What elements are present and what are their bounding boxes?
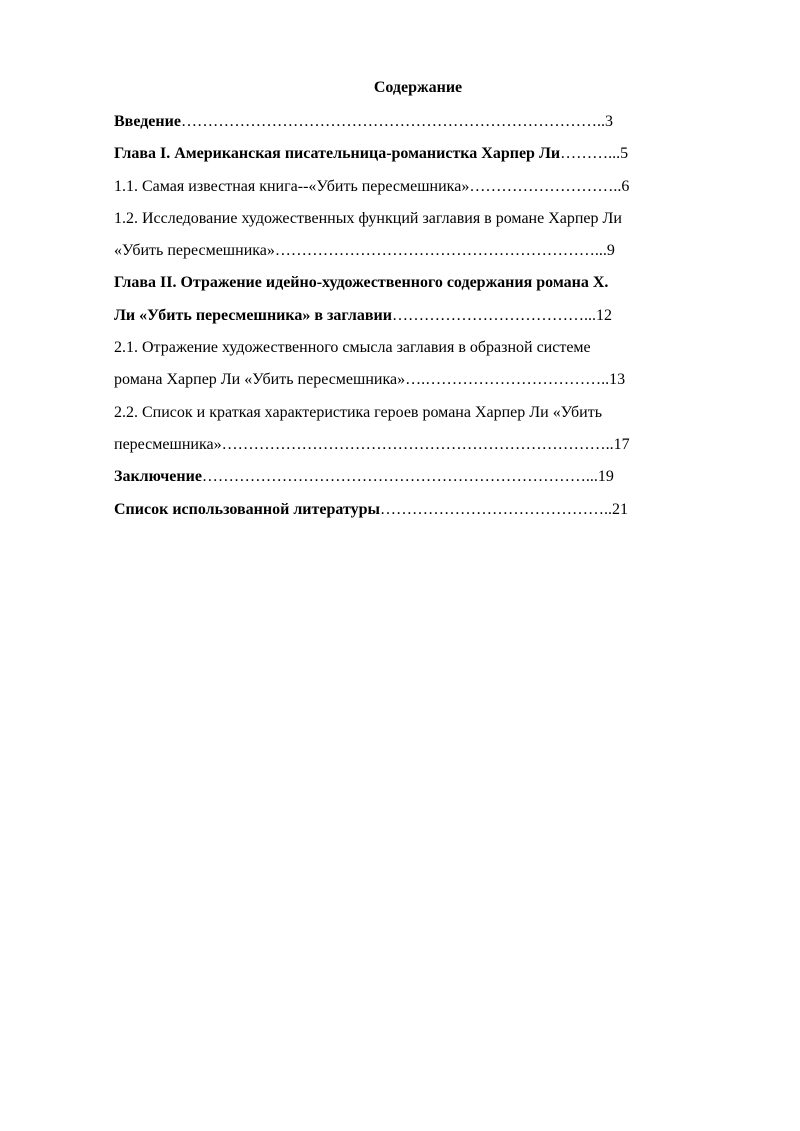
- toc-entry-conclusion: [114, 461, 722, 493]
- toc-entry-leader: ………………………..: [469, 177, 622, 195]
- toc-entry-leader: ……………………………………………………………………..: [180, 113, 605, 130]
- toc-entry-text: Глава I. Американская писательница-романистка Харпер Ли: [114, 145, 561, 163]
- toc-entry-leader: ……………………………………..: [380, 500, 612, 518]
- toc-entry-leader: ………………………………………………………………..: [221, 435, 614, 453]
- toc-entry-leader: ………...: [560, 145, 621, 163]
- toc-entry-page: 9: [606, 242, 615, 260]
- toc-entry-text: Ли «Убить пересмешника» в заглавии: [114, 306, 392, 324]
- toc-entry-leader: ………………………………………………………………...: [201, 468, 598, 486]
- toc-entry-page: 6: [621, 177, 630, 195]
- toc-entry-leader: ……………………………………………………...: [274, 242, 607, 260]
- toc-entry-text-line1: 2.2. Список и краткая характеристика героев романа Харпер Ли «Убить: [114, 403, 603, 421]
- toc-entry-text: пересмешника»: [114, 435, 222, 453]
- toc-entry-leader: ………………………………...: [391, 306, 596, 324]
- toc-entry-bibliography: [114, 494, 722, 526]
- toc-entry-section-2-2: [114, 397, 722, 462]
- toc-entry-chapter-2: [114, 267, 722, 332]
- toc-entry-introduction: [114, 106, 722, 138]
- toc-entry-section-1-2: [114, 203, 722, 268]
- toc-entry-page: 17: [613, 435, 630, 453]
- toc-entry-page: 21: [612, 500, 628, 518]
- toc-entry-page: 13: [609, 371, 626, 389]
- toc-entry-text: «Убить пересмешника»: [114, 242, 275, 260]
- toc-entry-text: романа Харпер Ли «Убить пересмешника»: [114, 371, 406, 389]
- toc-title: Содержание: [373, 79, 463, 96]
- toc-entry-text: 1.1. Самая известная книга--«Убить пересмешника»: [114, 177, 470, 195]
- toc-entry-text-line1: Глава II. Отражение идейно-художественного содержания романа Х.: [114, 274, 609, 292]
- toc-entry-page: 5: [620, 145, 629, 163]
- toc-entry-page: 3: [604, 113, 613, 130]
- toc-entry-text: Заключение: [114, 468, 202, 486]
- toc-entry-chapter-1: [114, 138, 722, 170]
- toc-entry-leader: ….……………………………..: [405, 371, 610, 389]
- toc-entry-text-line1: 1.2. Исследование художественных функций заглавия в романе Харпер Ли: [114, 209, 622, 227]
- toc-entry-text: Список использованной литературы: [114, 500, 380, 518]
- toc-entry-text: Введение: [114, 113, 181, 130]
- toc-entry-page: 19: [597, 468, 614, 486]
- toc-entry-page: 12: [595, 306, 612, 324]
- document-page: [114, 76, 722, 526]
- toc-entry-text-line1: 2.1. Отражение художественного смысла заглавия в образной системе: [114, 339, 591, 357]
- toc-entry-section-2-1: [114, 332, 722, 397]
- toc-entry-section-1-1: [114, 171, 722, 203]
